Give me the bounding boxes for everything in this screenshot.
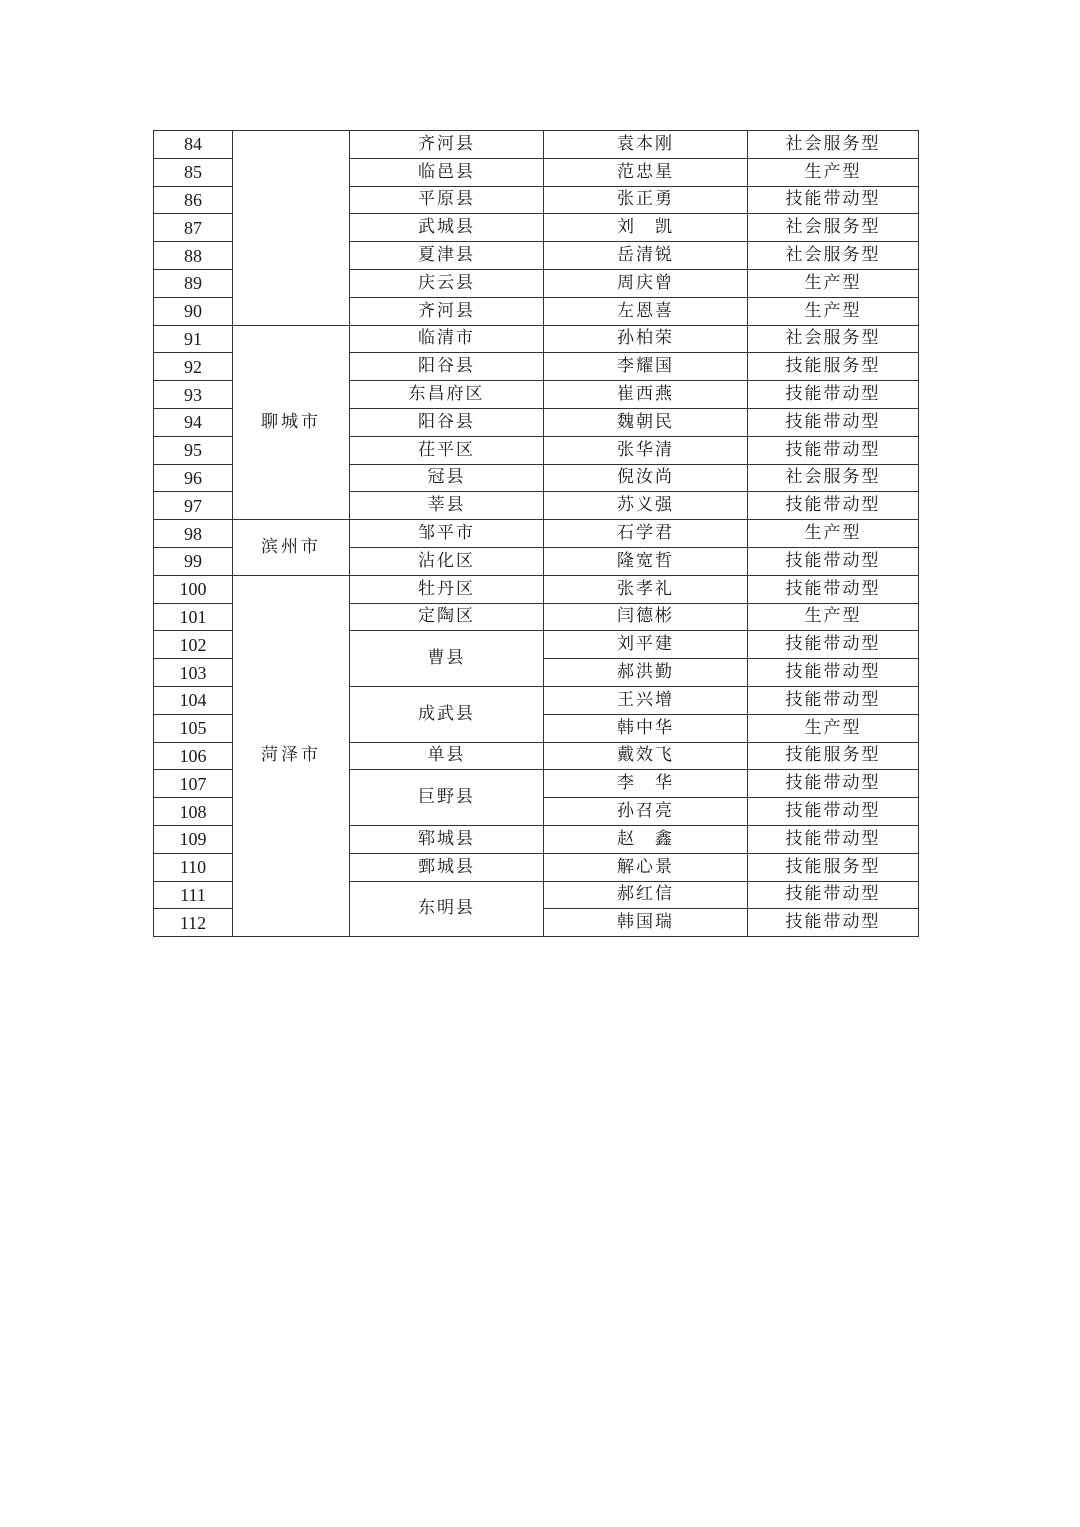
- awardee-table: [153, 130, 919, 937]
- county-cell: 临清市: [350, 325, 544, 353]
- row-number: 98: [154, 520, 233, 548]
- type-cell: 社会服务型: [748, 464, 919, 492]
- row-number: 94: [154, 408, 233, 436]
- type-cell: 技能服务型: [748, 742, 919, 770]
- county-cell: 沾化区: [350, 547, 544, 575]
- county-cell: 牡丹区: [350, 575, 544, 603]
- type-cell: 技能带动型: [748, 659, 919, 687]
- type-cell: 技能带动型: [748, 575, 919, 603]
- name-cell: 苏义强: [544, 492, 748, 520]
- type-cell: 社会服务型: [748, 131, 919, 159]
- row-number: 106: [154, 742, 233, 770]
- type-cell: 技能服务型: [748, 853, 919, 881]
- type-cell: 技能带动型: [748, 770, 919, 798]
- county-cell: 阳谷县: [350, 408, 544, 436]
- row-number: 97: [154, 492, 233, 520]
- name-cell: 范忠星: [544, 158, 748, 186]
- county-cell: 庆云县: [350, 269, 544, 297]
- type-cell: 生产型: [748, 297, 919, 325]
- county-cell: 齐河县: [350, 131, 544, 159]
- name-cell: 张华清: [544, 436, 748, 464]
- table-row: [154, 131, 919, 159]
- name-cell: 石学君: [544, 520, 748, 548]
- county-cell: 莘县: [350, 492, 544, 520]
- type-cell: 技能带动型: [748, 631, 919, 659]
- row-number: 88: [154, 242, 233, 270]
- type-cell: 技能带动型: [748, 825, 919, 853]
- table-row: [154, 575, 919, 603]
- county-cell: 东明县: [350, 881, 544, 937]
- county-cell: 茌平区: [350, 436, 544, 464]
- city-cell: 菏泽市: [233, 575, 350, 936]
- type-cell: 社会服务型: [748, 325, 919, 353]
- name-cell: 郝红信: [544, 881, 748, 909]
- type-cell: 技能服务型: [748, 353, 919, 381]
- name-cell: 闫德彬: [544, 603, 748, 631]
- name-cell: 隆宽哲: [544, 547, 748, 575]
- row-number: 112: [154, 909, 233, 937]
- type-cell: 生产型: [748, 520, 919, 548]
- county-cell: 郓城县: [350, 825, 544, 853]
- county-cell: 东昌府区: [350, 381, 544, 409]
- row-number: 96: [154, 464, 233, 492]
- row-number: 85: [154, 158, 233, 186]
- county-cell: 曹县: [350, 631, 544, 687]
- county-cell: 成武县: [350, 686, 544, 742]
- row-number: 95: [154, 436, 233, 464]
- city-cell: 聊城市: [233, 325, 350, 520]
- name-cell: 崔西燕: [544, 381, 748, 409]
- row-number: 90: [154, 297, 233, 325]
- name-cell: 倪汝尚: [544, 464, 748, 492]
- row-number: 92: [154, 353, 233, 381]
- row-number: 101: [154, 603, 233, 631]
- row-number: 103: [154, 659, 233, 687]
- name-cell: 周庆曾: [544, 269, 748, 297]
- type-cell: 技能带动型: [748, 408, 919, 436]
- type-cell: 生产型: [748, 603, 919, 631]
- type-cell: 技能带动型: [748, 381, 919, 409]
- county-cell: 齐河县: [350, 297, 544, 325]
- name-cell: 岳清锐: [544, 242, 748, 270]
- type-cell: 技能带动型: [748, 686, 919, 714]
- name-cell: 刘平建: [544, 631, 748, 659]
- table-row: [154, 325, 919, 353]
- county-cell: 巨野县: [350, 770, 544, 826]
- type-cell: 技能带动型: [748, 881, 919, 909]
- name-cell: 郝洪勤: [544, 659, 748, 687]
- row-number: 104: [154, 686, 233, 714]
- row-number: 86: [154, 186, 233, 214]
- name-cell: 韩中华: [544, 714, 748, 742]
- county-cell: 单县: [350, 742, 544, 770]
- county-cell: 鄄城县: [350, 853, 544, 881]
- type-cell: 技能带动型: [748, 492, 919, 520]
- row-number: 91: [154, 325, 233, 353]
- county-cell: 平原县: [350, 186, 544, 214]
- county-cell: 临邑县: [350, 158, 544, 186]
- row-number: 99: [154, 547, 233, 575]
- row-number: 109: [154, 825, 233, 853]
- county-cell: 冠县: [350, 464, 544, 492]
- name-cell: 张孝礼: [544, 575, 748, 603]
- name-cell: 张正勇: [544, 186, 748, 214]
- row-number: 111: [154, 881, 233, 909]
- row-number: 108: [154, 798, 233, 826]
- type-cell: 生产型: [748, 269, 919, 297]
- name-cell: 戴效飞: [544, 742, 748, 770]
- type-cell: 社会服务型: [748, 242, 919, 270]
- name-cell: 孙柏荣: [544, 325, 748, 353]
- county-cell: 夏津县: [350, 242, 544, 270]
- type-cell: 生产型: [748, 158, 919, 186]
- name-cell: 赵 鑫: [544, 825, 748, 853]
- name-cell: 韩国瑞: [544, 909, 748, 937]
- county-cell: 邹平市: [350, 520, 544, 548]
- name-cell: 刘 凯: [544, 214, 748, 242]
- county-cell: 阳谷县: [350, 353, 544, 381]
- row-number: 105: [154, 714, 233, 742]
- type-cell: 社会服务型: [748, 214, 919, 242]
- city-cell: 滨州市: [233, 520, 350, 576]
- type-cell: 技能带动型: [748, 909, 919, 937]
- type-cell: 技能带动型: [748, 436, 919, 464]
- row-number: 89: [154, 269, 233, 297]
- row-number: 93: [154, 381, 233, 409]
- table-row: [154, 520, 919, 548]
- name-cell: 孙召亮: [544, 798, 748, 826]
- row-number: 107: [154, 770, 233, 798]
- name-cell: 李耀国: [544, 353, 748, 381]
- type-cell: 技能带动型: [748, 547, 919, 575]
- city-cell: [233, 131, 350, 326]
- name-cell: 王兴增: [544, 686, 748, 714]
- row-number: 110: [154, 853, 233, 881]
- county-cell: 定陶区: [350, 603, 544, 631]
- row-number: 87: [154, 214, 233, 242]
- name-cell: 袁本刚: [544, 131, 748, 159]
- name-cell: 左恩喜: [544, 297, 748, 325]
- name-cell: 李 华: [544, 770, 748, 798]
- type-cell: 技能带动型: [748, 186, 919, 214]
- row-number: 102: [154, 631, 233, 659]
- row-number: 100: [154, 575, 233, 603]
- type-cell: 生产型: [748, 714, 919, 742]
- name-cell: 魏朝民: [544, 408, 748, 436]
- row-number: 84: [154, 131, 233, 159]
- county-cell: 武城县: [350, 214, 544, 242]
- type-cell: 技能带动型: [748, 798, 919, 826]
- name-cell: 解心景: [544, 853, 748, 881]
